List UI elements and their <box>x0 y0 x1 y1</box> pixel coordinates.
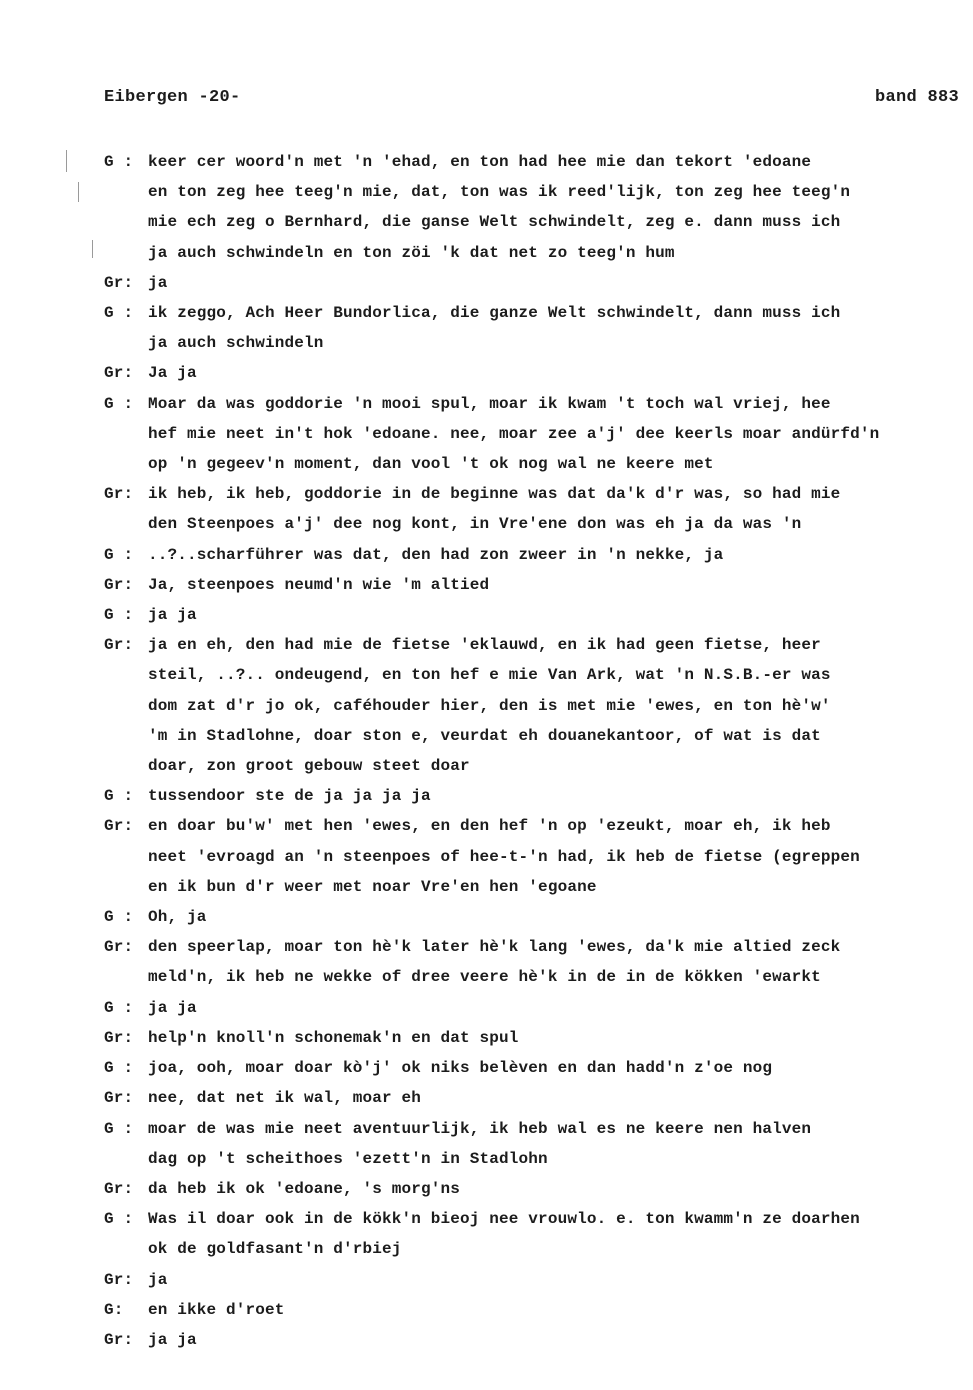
dialogue-turn <box>104 1023 964 1053</box>
dialogue-turn <box>104 781 964 811</box>
speaker-label: G : <box>104 606 134 625</box>
utterance-text: ik zeggo, Ach Heer Bundorlica, die ganze Welt schwindelt, dann muss ich ja auch schwindeln <box>148 304 841 353</box>
dialogue-turn <box>104 1325 964 1355</box>
dialogue-turn <box>104 1265 964 1295</box>
page-header-location: Eibergen -20- <box>104 88 241 107</box>
speaker-label: G : <box>104 998 134 1017</box>
speaker-label: G : <box>104 545 134 564</box>
dialogue-turn <box>104 600 964 630</box>
speaker-label: Gr: <box>104 364 134 383</box>
dialogue-turn <box>104 358 964 388</box>
utterance-text: Ja, steenpoes neumd'n wie 'm altied <box>148 575 490 594</box>
dialogue-turn <box>104 811 964 902</box>
dialogue-turn <box>104 902 964 932</box>
speaker-label: Gr: <box>104 636 134 655</box>
speaker-label: G : <box>104 153 134 171</box>
utterance-text: den speerlap, moar ton hè'k later hè'k lang 'ewes, da'k mie altied zeck meld'n, ik heb ne wekke of dree veere hè'k in de in de kökken 'ewarkt <box>148 938 841 987</box>
utterance-text: en doar bu'w' met hen 'ewes, en den hef 'n op 'ezeukt, moar eh, ik heb neet 'evroagd an 'n steenpoes of hee-t-'n had, ik heb de fietse (egreppen en ik bun d'r weer met noar Vre'en hen 'egoane <box>148 817 860 896</box>
margin-scan-mark <box>92 240 93 258</box>
speaker-label: Gr: <box>104 575 134 594</box>
dialogue-turn <box>104 1114 964 1174</box>
speaker-label: Gr: <box>104 1330 134 1349</box>
utterance-text: Was il doar ook in de kökk'n bieoj nee vrouwlo. e. ton kwamm'n ze doarhen ok de goldfasant'n d'rbiej <box>148 1210 860 1259</box>
utterance-text: da heb ik ok 'edoane, 's morg'ns <box>148 1179 461 1198</box>
speaker-label: G : <box>104 1210 134 1229</box>
utterance-text: Ja ja <box>148 364 197 383</box>
dialogue-turn <box>104 147 964 268</box>
utterance-text: joa, ooh, moar doar kò'j' ok niks belèven en dan hadd'n z'oe nog <box>148 1059 773 1078</box>
speaker-label: G : <box>104 908 134 927</box>
speaker-label: G: <box>104 1300 124 1319</box>
utterance-text: ja ja <box>148 998 197 1017</box>
utterance-text: ja en eh, den had mie de fietse 'eklauwd, en ik had geen fietse, heer steil, ..?.. ondeugend, en ton hef e mie Van Ark, wat 'n N.S.B.-er was dom zat d'r jo ok, caféhouder hier, den is met mie 'ewes, en ton hè'w' 'm in Stadlohne, doar ston e, veurdat eh douanekantoor, of wat is dat doar, zon groot gebouw steet doar <box>148 636 831 776</box>
speaker-label: Gr: <box>104 1028 134 1047</box>
margin-scan-mark <box>66 150 67 172</box>
speaker-label: Gr: <box>104 1089 134 1108</box>
dialogue-turn <box>104 479 964 539</box>
speaker-label: G : <box>104 787 134 806</box>
dialogue-turn <box>104 1204 964 1264</box>
speaker-label: Gr: <box>104 938 134 957</box>
dialogue-turn <box>104 1295 964 1325</box>
dialogue-turn <box>104 1053 964 1083</box>
speaker-label: G : <box>104 1059 134 1078</box>
dialogue-turn <box>104 1174 964 1204</box>
margin-scan-mark <box>78 182 79 202</box>
dialogue-turn <box>104 1083 964 1113</box>
dialogue-turn <box>104 268 964 298</box>
utterance-text: ja ja <box>148 1330 197 1349</box>
transcript-body <box>104 147 964 1355</box>
utterance-text: Oh, ja <box>148 908 207 927</box>
utterance-text: ..?..scharführer was dat, den had zon zweer in 'n nekke, ja <box>148 545 724 564</box>
dialogue-turn <box>104 540 964 570</box>
dialogue-turn <box>104 389 964 480</box>
speaker-label: Gr: <box>104 273 134 292</box>
utterance-text: ja ja <box>148 606 197 625</box>
speaker-label: Gr: <box>104 1270 134 1289</box>
page-header-tape-number: band 883 <box>874 88 959 107</box>
dialogue-turn <box>104 993 964 1023</box>
utterance-text: help'n knoll'n schonemak'n en dat spul <box>148 1028 519 1047</box>
utterance-text: en ikke d'roet <box>148 1300 285 1319</box>
utterance-text: nee, dat net ik wal, moar eh <box>148 1089 422 1108</box>
speaker-label: G : <box>104 394 134 413</box>
dialogue-turn <box>104 298 964 358</box>
utterance-text: tussendoor ste de ja ja ja ja <box>148 787 431 806</box>
dialogue-turn <box>104 932 964 992</box>
utterance-text: ja <box>148 1270 168 1289</box>
speaker-label: Gr: <box>104 485 134 504</box>
utterance-text: keer cer woord'n met 'n 'ehad, en ton had hee mie dan tekort 'edoane en ton zeg hee teeg'n mie, dat, ton was ik reed'lijk, ton zeg hee teeg'n mie ech zeg o Bernhard, die ganse Welt schwindelt, zeg e. dann muss ich ja auch schwindeln en ton zöi 'k dat net zo teeg'n hum <box>148 153 851 262</box>
speaker-label: G : <box>104 304 134 323</box>
speaker-label: Gr: <box>104 817 134 836</box>
utterance-text: Moar da was goddorie 'n mooi spul, moar ik kwam 't toch wal vriej, hee hef mie neet in't hok 'edoane. nee, moar zee a'j' dee keerls moar andürfd'n op 'n gegeev'n moment, dan vool 't ok nog wal ne keere met <box>148 394 880 474</box>
speaker-label: G : <box>104 1119 134 1138</box>
speaker-label: Gr: <box>104 1179 134 1198</box>
dialogue-turn <box>104 630 964 781</box>
utterance-text: moar de was mie neet aventuurlijk, ik heb wal es ne keere nen halven dag op 't scheithoes 'ezett'n in Stadlohn <box>148 1119 812 1168</box>
utterance-text: ja <box>148 273 168 292</box>
dialogue-turn <box>104 570 964 600</box>
utterance-text: ik heb, ik heb, goddorie in de beginne was dat da'k d'r was, so had mie den Steenpoes a'j' dee nog kont, in Vre'ene don was eh ja da was 'n <box>148 485 841 534</box>
